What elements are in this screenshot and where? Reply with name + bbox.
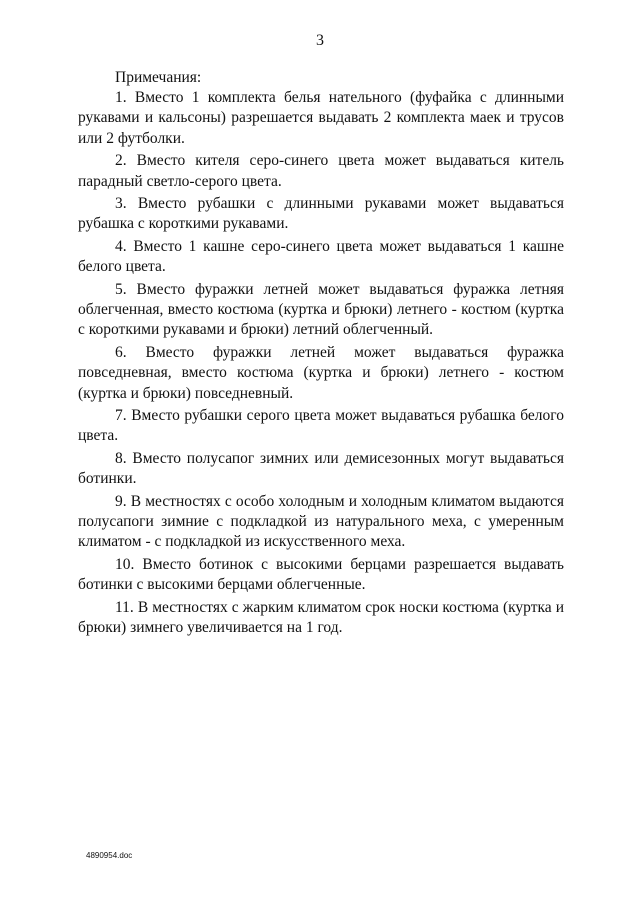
note-item: 11. В местностях с жарким климатом срок носки костюма (куртка и брюки) зимнего увеличивается на 1 год.	[78, 599, 564, 637]
note-item: 3. Вместо рубашки с длинными рукавами может выдаваться рубашка с короткими рукавами.	[78, 195, 564, 233]
note-item: 9. В местностях с особо холодным и холодным климатом выдаются полусапоги зимние с подкладкой из натурального меха, с умеренным климатом - с подкладкой из искусственного меха.	[78, 493, 564, 551]
notes-heading: Примечания:	[115, 69, 202, 86]
note-item: 5. Вместо фуражки летней может выдаваться фуражка летняя облегченная, вместо костюма (куртка и брюки) летнего - костюм (куртка с короткими рукавами и брюки) летний облегченный.	[78, 281, 564, 339]
footer-filename: 4890954.doc	[86, 851, 133, 860]
note-item: 4. Вместо 1 кашне серо-синего цвета может выдаваться 1 кашне белого цвета.	[78, 238, 564, 276]
note-item: 1. Вместо 1 комплекта белья нательного (фуфайка с длинными рукавами и кальсоны) разрешается выдавать 2 комплекта маек и трусов или 2 футболки.	[78, 89, 564, 147]
note-item: 7. Вместо рубашки серого цвета может выдаваться рубашка белого цвета.	[78, 407, 564, 445]
note-item: 6. Вместо фуражки летней может выдаваться фуражка повседневная, вместо костюма (куртка и брюки) летнего - костюм (куртка и брюки) повседневный.	[78, 344, 564, 402]
note-item: 10. Вместо ботинок с высокими берцами разрешается выдавать ботинки с высокими берцами облегченные.	[78, 556, 564, 594]
note-item: 8. Вместо полусапог зимних или демисезонных могут выдаваться ботинки.	[78, 450, 564, 488]
notes-section	[78, 68, 564, 641]
note-item: 2. Вместо кителя серо-синего цвета может выдаваться китель парадный светло-серого цвета.	[78, 152, 564, 190]
page-number: 3	[316, 32, 324, 49]
